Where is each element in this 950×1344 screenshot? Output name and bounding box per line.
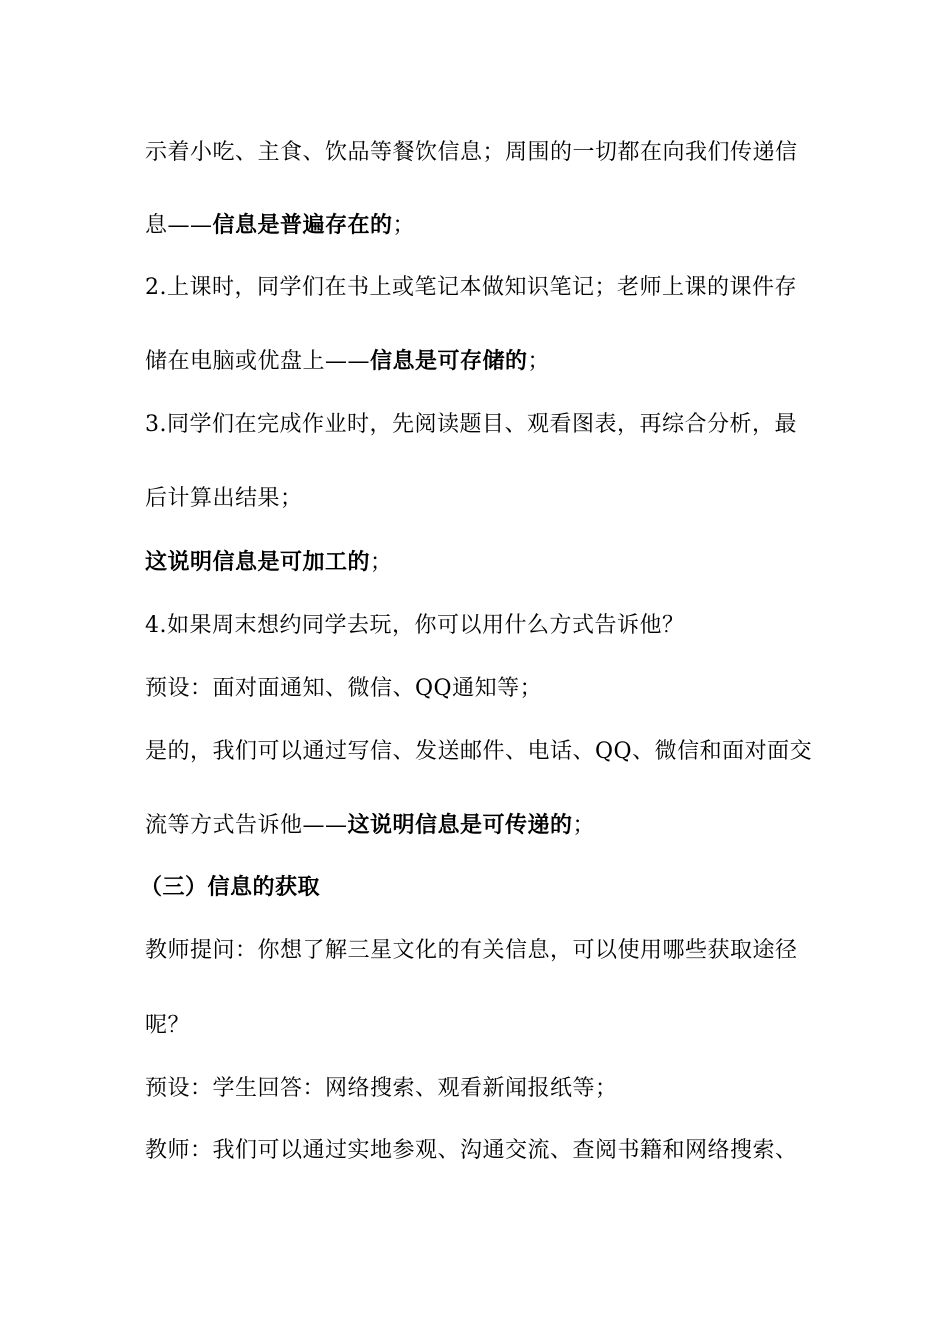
line-punctuation: ；	[527, 349, 551, 374]
line-text: 教师提问：你想了解三星文化的有关信息，可以使用哪些获取途径	[145, 938, 798, 963]
paragraph-line-10	[145, 737, 815, 767]
bold-conclusion: 这说明信息是可加工的	[145, 550, 371, 575]
line-punctuation: ；	[370, 550, 393, 575]
paragraph-line-3	[145, 273, 815, 303]
paragraph-line-9	[145, 674, 815, 704]
line-text: 是的，我们可以通过写信、发送邮件、电话、QQ、微信和面对面交	[145, 739, 813, 764]
paragraph-line-7	[145, 548, 815, 578]
line-text: 2.上课时，同学们在书上或笔记本做知识笔记；老师上课的课件存	[145, 275, 797, 300]
paragraph-line-8	[145, 611, 815, 641]
paragraph-line-4	[145, 347, 815, 377]
bold-conclusion: 信息是普遍存在的	[212, 213, 393, 238]
heading-text: （三）信息的获取	[140, 875, 321, 900]
line-text: 预设：面对面通知、微信、QQ通知等；	[145, 676, 543, 701]
line-text: 示着小吃、主食、饮品等餐饮信息；周围的一切都在向我们传递信	[145, 140, 798, 165]
line-text: 4.如果周末想约同学去玩，你可以用什么方式告诉他？	[145, 613, 685, 638]
bold-conclusion: 这说明信息是可传递的	[347, 813, 573, 838]
line-punctuation: ；	[572, 813, 596, 838]
line-text: 呢？	[145, 1013, 191, 1038]
bold-conclusion: 信息是可存储的	[370, 349, 528, 374]
paragraph-line-15	[145, 1074, 815, 1104]
line-text: 息——	[145, 213, 213, 238]
paragraph-line-16	[145, 1136, 815, 1166]
line-text: 后计算出结果；	[145, 486, 303, 511]
section-heading	[140, 873, 810, 903]
line-text: 流等方式告诉他——	[145, 813, 348, 838]
paragraph-line-1	[145, 138, 815, 168]
line-text: 3.同学们在完成作业时，先阅读题目、观看图表，再综合分析，最	[145, 412, 797, 437]
paragraph-line-2	[145, 211, 815, 241]
paragraph-line-5	[145, 410, 815, 440]
line-text: 教师：我们可以通过实地参观、沟通交流、查阅书籍和网络搜索、	[145, 1138, 798, 1163]
line-text: 储在电脑或优盘上——	[145, 349, 371, 374]
line-text: 预设：学生回答：网络搜索、观看新闻报纸等；	[145, 1076, 618, 1101]
paragraph-line-14	[145, 1011, 815, 1041]
line-punctuation: ；	[392, 213, 416, 238]
paragraph-line-13	[145, 936, 815, 966]
paragraph-line-6	[145, 484, 815, 514]
paragraph-line-11	[145, 811, 815, 841]
